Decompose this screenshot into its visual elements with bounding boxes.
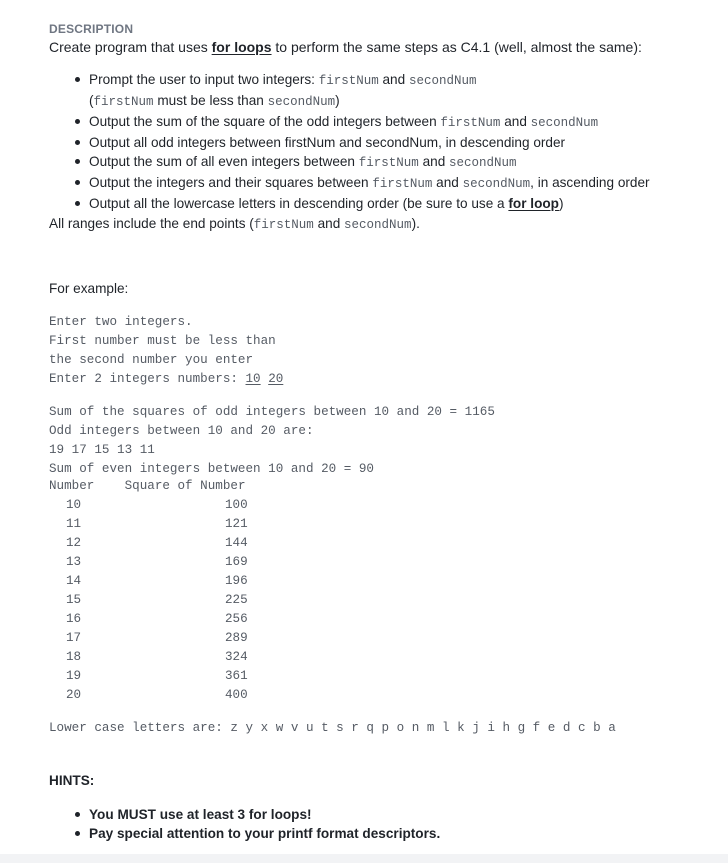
row-number: 10 bbox=[66, 498, 82, 512]
ranges-note: All ranges include the end points (firstNum and secondNum). bbox=[49, 216, 420, 232]
description-intro bbox=[49, 39, 642, 55]
list-item: Output the sum of the square of the odd integers between firstNum and secondNum bbox=[89, 112, 650, 133]
header-square: Square of Number bbox=[124, 479, 246, 493]
console-line: Enter 2 integers numbers: bbox=[49, 372, 246, 386]
row-number: 17 bbox=[66, 631, 82, 645]
intro-text-after: to perform the same steps as C4.1 (well, almost the same): bbox=[271, 39, 642, 55]
row-square: 196 bbox=[225, 574, 248, 588]
row-number: 16 bbox=[66, 612, 82, 626]
code-secondnum: secondNum bbox=[449, 156, 517, 170]
code-secondnum: secondNum bbox=[530, 116, 599, 130]
console-line: First number must be less than bbox=[49, 334, 276, 348]
row-number: 11 bbox=[66, 517, 82, 531]
row-square: 169 bbox=[225, 555, 248, 569]
description-heading: DESCRIPTION bbox=[49, 22, 134, 36]
example-label: For example: bbox=[49, 281, 129, 296]
row-square: 100 bbox=[225, 498, 248, 512]
for-loop-link[interactable]: for loop bbox=[508, 196, 559, 211]
console-line: Sum of the squares of odd integers between 10 and 20 = 1165 bbox=[49, 405, 495, 419]
list-item: Prompt the user to input two integers: firstNum and secondNum bbox=[89, 70, 650, 91]
example-output-block bbox=[49, 403, 495, 479]
bottom-bar bbox=[0, 854, 728, 863]
row-square: 400 bbox=[225, 688, 248, 702]
code-firstnum: firstNum bbox=[358, 156, 419, 170]
list-item-continuation: (firstNum must be less than secondNum) bbox=[89, 93, 340, 109]
console-line: Enter two integers. bbox=[49, 315, 193, 329]
code-firstnum: firstNum bbox=[93, 95, 154, 109]
row-square: 256 bbox=[225, 612, 248, 626]
hints-heading: HINTS: bbox=[49, 773, 95, 788]
list-item: Output the integers and their squares between firstNum and secondNum, in ascending order bbox=[89, 173, 650, 194]
squares-table-header bbox=[49, 479, 246, 493]
row-square: 144 bbox=[225, 536, 248, 550]
code-secondnum: secondNum bbox=[408, 74, 477, 88]
hints-list bbox=[89, 805, 440, 843]
code-firstnum: firstNum bbox=[318, 74, 379, 88]
row-number: 14 bbox=[66, 574, 82, 588]
row-square: 324 bbox=[225, 650, 248, 664]
user-input-first: 10 bbox=[245, 372, 261, 386]
row-number: 15 bbox=[66, 593, 82, 607]
intro-text-before: Create program that uses bbox=[49, 39, 212, 55]
console-line: Odd integers between 10 and 20 are: bbox=[49, 424, 314, 438]
row-number: 20 bbox=[66, 688, 82, 702]
for-loops-link[interactable]: for loops bbox=[211, 39, 272, 55]
row-number: 13 bbox=[66, 555, 82, 569]
user-input-second: 20 bbox=[268, 372, 284, 386]
row-square: 121 bbox=[225, 517, 248, 531]
row-square: 225 bbox=[225, 593, 248, 607]
header-number: Number bbox=[49, 479, 95, 493]
code-secondnum: secondNum bbox=[462, 177, 531, 191]
hint-item: Pay special attention to your printf format descriptors. bbox=[89, 826, 441, 841]
hint-item: You MUST use at least 3 for loops! bbox=[89, 805, 440, 824]
code-firstnum: firstNum bbox=[372, 177, 433, 191]
row-number: 12 bbox=[66, 536, 82, 550]
list-item: Output the sum of all even integers between firstNum and secondNum bbox=[89, 152, 650, 173]
console-line: the second number you enter bbox=[49, 353, 254, 367]
code-secondnum: secondNum bbox=[267, 95, 336, 109]
example-prompt-block bbox=[49, 313, 283, 389]
requirements-list bbox=[89, 70, 650, 213]
lowercase-letters-line: Lower case letters are: z y x w v u t s r q p o n m l k j i h g f e d c b a bbox=[49, 721, 616, 735]
row-square: 361 bbox=[225, 669, 248, 683]
list-item: Output all odd integers between firstNum and secondNum, in descending order bbox=[89, 133, 650, 152]
code-secondnum: secondNum bbox=[344, 218, 412, 232]
row-number: 19 bbox=[66, 669, 82, 683]
console-line: 19 17 15 13 11 bbox=[49, 443, 155, 457]
code-firstnum: firstNum bbox=[253, 218, 314, 232]
row-number: 18 bbox=[66, 650, 82, 664]
console-line: Sum of even integers between 10 and 20 = 90 bbox=[49, 462, 374, 476]
list-item: Output all the lowercase letters in descending order (be sure to use a for loop) bbox=[89, 194, 650, 213]
code-firstnum: firstNum bbox=[440, 116, 501, 130]
row-square: 289 bbox=[225, 631, 248, 645]
